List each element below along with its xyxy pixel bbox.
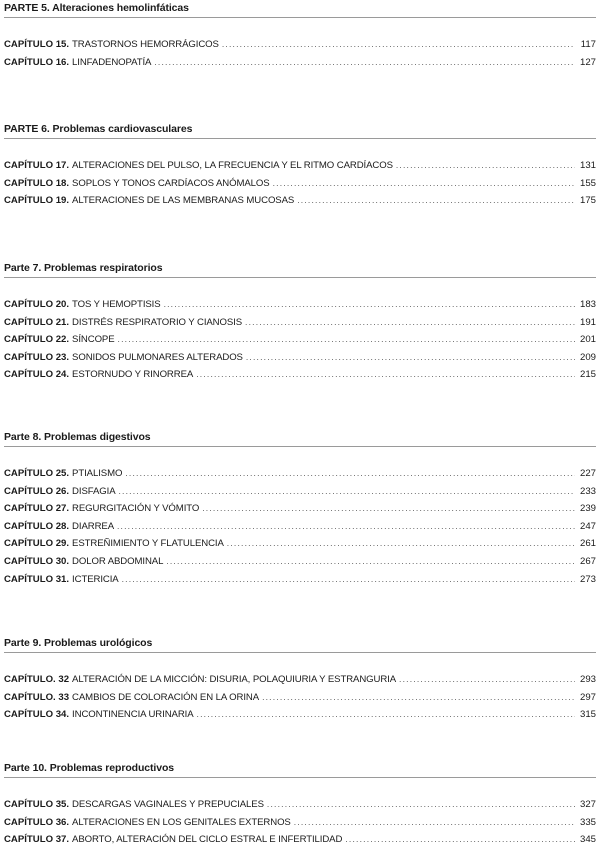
chapter-label: CAPÍTULO. 32 bbox=[4, 674, 70, 685]
chapter-title: CAMBIOS DE COLORACIÓN EN LA ORINA bbox=[72, 691, 260, 703]
dot-leader bbox=[125, 465, 575, 483]
chapter-label: CAPÍTULO. 33 bbox=[4, 691, 70, 703]
chapter-entry[interactable] bbox=[4, 571, 596, 589]
page-number: 293 bbox=[579, 674, 596, 685]
dot-leader bbox=[119, 483, 576, 501]
page-number: 267 bbox=[579, 555, 596, 567]
chapter-title: PTIALISMO bbox=[72, 468, 123, 479]
page-number: 117 bbox=[580, 39, 596, 50]
chapter-list bbox=[4, 36, 596, 71]
chapter-entry[interactable] bbox=[4, 331, 596, 349]
page-number: 183 bbox=[579, 299, 596, 310]
chapter-title: ALTERACIÓN DE LA MICCIÓN: DISURIA, POLAQUIURIA Y ESTRANGURIA bbox=[72, 674, 397, 685]
chapter-title: ICTERICIA bbox=[72, 573, 119, 585]
chapter-entry[interactable] bbox=[4, 296, 596, 314]
chapter-entry[interactable] bbox=[4, 36, 596, 54]
part-title: Parte 8. Problemas digestivos bbox=[4, 431, 596, 447]
chapter-entry[interactable] bbox=[4, 831, 596, 849]
chapter-entry[interactable] bbox=[4, 518, 596, 536]
chapter-label: CAPÍTULO 35. bbox=[4, 799, 70, 810]
chapter-label: CAPÍTULO 24. bbox=[4, 369, 70, 381]
page-number: 297 bbox=[579, 691, 596, 703]
chapter-title: DESCARGAS VAGINALES Y PREPUCIALES bbox=[72, 799, 264, 810]
dot-leader bbox=[196, 366, 575, 384]
chapter-entry[interactable] bbox=[4, 553, 596, 571]
chapter-title: DISFAGIA bbox=[72, 485, 116, 497]
chapter-label: CAPÍTULO 15. bbox=[4, 39, 70, 50]
chapter-entry[interactable] bbox=[4, 465, 596, 483]
page-number: 227 bbox=[579, 468, 596, 479]
chapter-label: CAPÍTULO 19. bbox=[4, 195, 70, 207]
chapter-title: LINFADENOPATÍA bbox=[72, 56, 152, 68]
chapter-entry[interactable] bbox=[4, 814, 596, 832]
chapter-title: TOS Y HEMOPTISIS bbox=[72, 299, 161, 310]
dot-leader bbox=[262, 689, 575, 707]
toc-part-section bbox=[4, 431, 596, 588]
dot-leader bbox=[164, 296, 575, 314]
page-number: 155 bbox=[579, 177, 596, 189]
page-number: 127 bbox=[579, 56, 596, 68]
page-number: 273 bbox=[579, 573, 596, 585]
dot-leader bbox=[122, 571, 575, 589]
part-title: Parte 10. Problemas reproductivos bbox=[4, 762, 596, 778]
chapter-entry[interactable] bbox=[4, 314, 596, 332]
chapter-entry[interactable] bbox=[4, 706, 596, 724]
dot-leader bbox=[294, 814, 575, 832]
dot-leader bbox=[166, 553, 575, 571]
page-number: 261 bbox=[579, 538, 596, 550]
chapter-entry[interactable] bbox=[4, 796, 596, 814]
toc-part-section bbox=[4, 123, 596, 210]
chapter-list bbox=[4, 465, 596, 588]
chapter-label: CAPÍTULO 34. bbox=[4, 709, 70, 721]
chapter-label: CAPÍTULO 25. bbox=[4, 468, 70, 479]
chapter-title: DOLOR ABDOMINAL bbox=[72, 555, 164, 567]
chapter-entry[interactable] bbox=[4, 366, 596, 384]
part-title: PARTE 6. Problemas cardiovasculares bbox=[4, 123, 596, 139]
chapter-label: CAPÍTULO 20. bbox=[4, 299, 70, 310]
dot-leader bbox=[222, 36, 575, 54]
chapter-label: CAPÍTULO 26. bbox=[4, 485, 70, 497]
chapter-title: TRASTORNOS HEMORRÁGICOS bbox=[72, 39, 219, 50]
dot-leader bbox=[297, 192, 575, 210]
toc-part-section bbox=[4, 762, 596, 849]
chapter-label: CAPÍTULO 28. bbox=[4, 520, 70, 532]
chapter-label: CAPÍTULO 31. bbox=[4, 573, 70, 585]
toc-part-section bbox=[4, 637, 596, 724]
page-number: 247 bbox=[579, 520, 596, 532]
chapter-title: ALTERACIONES EN LOS GENITALES EXTERNOS bbox=[72, 816, 291, 828]
dot-leader bbox=[202, 500, 575, 518]
chapter-label: CAPÍTULO 27. bbox=[4, 503, 70, 515]
page-number: 239 bbox=[579, 503, 596, 515]
part-title: Parte 9. Problemas urológicos bbox=[4, 637, 596, 653]
dot-leader bbox=[117, 518, 575, 536]
chapter-label: CAPÍTULO 23. bbox=[4, 351, 70, 363]
chapter-list bbox=[4, 796, 596, 849]
page-number: 131 bbox=[579, 160, 596, 171]
chapter-title: ALTERACIONES DE LAS MEMBRANAS MUCOSAS bbox=[72, 195, 295, 207]
chapter-list bbox=[4, 296, 596, 384]
chapter-label: CAPÍTULO 36. bbox=[4, 816, 70, 828]
dot-leader bbox=[345, 831, 575, 849]
chapter-entry[interactable] bbox=[4, 500, 596, 518]
chapter-entry[interactable] bbox=[4, 192, 596, 210]
chapter-label: CAPÍTULO 18. bbox=[4, 177, 70, 189]
chapter-entry[interactable] bbox=[4, 157, 596, 175]
dot-leader bbox=[399, 671, 575, 689]
chapter-entry[interactable] bbox=[4, 483, 596, 501]
dot-leader bbox=[273, 175, 575, 193]
chapter-entry[interactable] bbox=[4, 535, 596, 553]
chapter-title: INCONTINENCIA URINARIA bbox=[72, 709, 194, 721]
page-number: 175 bbox=[579, 195, 596, 207]
page-number: 201 bbox=[579, 334, 596, 346]
chapter-entry[interactable] bbox=[4, 54, 596, 72]
chapter-label: CAPÍTULO 30. bbox=[4, 555, 70, 567]
dot-leader bbox=[197, 706, 575, 724]
chapter-list bbox=[4, 157, 596, 210]
dot-leader bbox=[227, 535, 575, 553]
page-number: 233 bbox=[579, 485, 596, 497]
dot-leader bbox=[396, 157, 575, 175]
chapter-entry[interactable] bbox=[4, 175, 596, 193]
chapter-title: SONIDOS PULMONARES ALTERADOS bbox=[72, 351, 243, 363]
chapter-title: SÍNCOPE bbox=[72, 334, 115, 346]
chapter-title: ESTREÑIMIENTO Y FLATULENCIA bbox=[72, 538, 224, 550]
part-title: Parte 7. Problemas respiratorios bbox=[4, 262, 596, 278]
chapter-title: DISTRÉS RESPIRATORIO Y CIANOSIS bbox=[72, 316, 243, 328]
page-number: 327 bbox=[579, 799, 596, 810]
chapter-label: CAPÍTULO 37. bbox=[4, 834, 70, 846]
page-number: 315 bbox=[579, 709, 596, 721]
chapter-title: REGURGITACIÓN Y VÓMITO bbox=[72, 503, 200, 515]
chapter-label: CAPÍTULO 22. bbox=[4, 334, 70, 346]
chapter-list bbox=[4, 671, 596, 724]
chapter-entry[interactable] bbox=[4, 349, 596, 367]
toc-part-section bbox=[4, 262, 596, 384]
chapter-title: ABORTO, ALTERACIÓN DEL CICLO ESTRAL E INFERTILIDAD bbox=[72, 834, 343, 846]
chapter-label: CAPÍTULO 16. bbox=[4, 56, 70, 68]
chapter-title: ALTERACIONES DEL PULSO, LA FRECUENCIA Y EL RITMO CARDÍACOS bbox=[72, 160, 393, 171]
chapter-label: CAPÍTULO 29. bbox=[4, 538, 70, 550]
page-number: 209 bbox=[579, 351, 596, 363]
chapter-entry[interactable] bbox=[4, 689, 596, 707]
part-title: PARTE 5. Alteraciones hemolinfáticas bbox=[4, 2, 596, 18]
chapter-label: CAPÍTULO 21. bbox=[4, 316, 70, 328]
dot-leader bbox=[118, 331, 575, 349]
page-number: 345 bbox=[579, 834, 596, 846]
page-number: 191 bbox=[579, 316, 596, 328]
dot-leader bbox=[267, 796, 575, 814]
chapter-entry[interactable] bbox=[4, 671, 596, 689]
dot-leader bbox=[246, 349, 575, 367]
chapter-label: CAPÍTULO 17. bbox=[4, 160, 70, 171]
page-number: 335 bbox=[579, 816, 596, 828]
chapter-title: SOPLOS Y TONOS CARDÍACOS ANÓMALOS bbox=[72, 177, 270, 189]
chapter-title: DIARREA bbox=[72, 520, 114, 532]
dot-leader bbox=[245, 314, 575, 332]
dot-leader bbox=[154, 54, 575, 72]
chapter-title: ESTORNUDO Y RINORREA bbox=[72, 369, 194, 381]
page-number: 215 bbox=[579, 369, 596, 381]
toc-part-section bbox=[4, 2, 596, 71]
